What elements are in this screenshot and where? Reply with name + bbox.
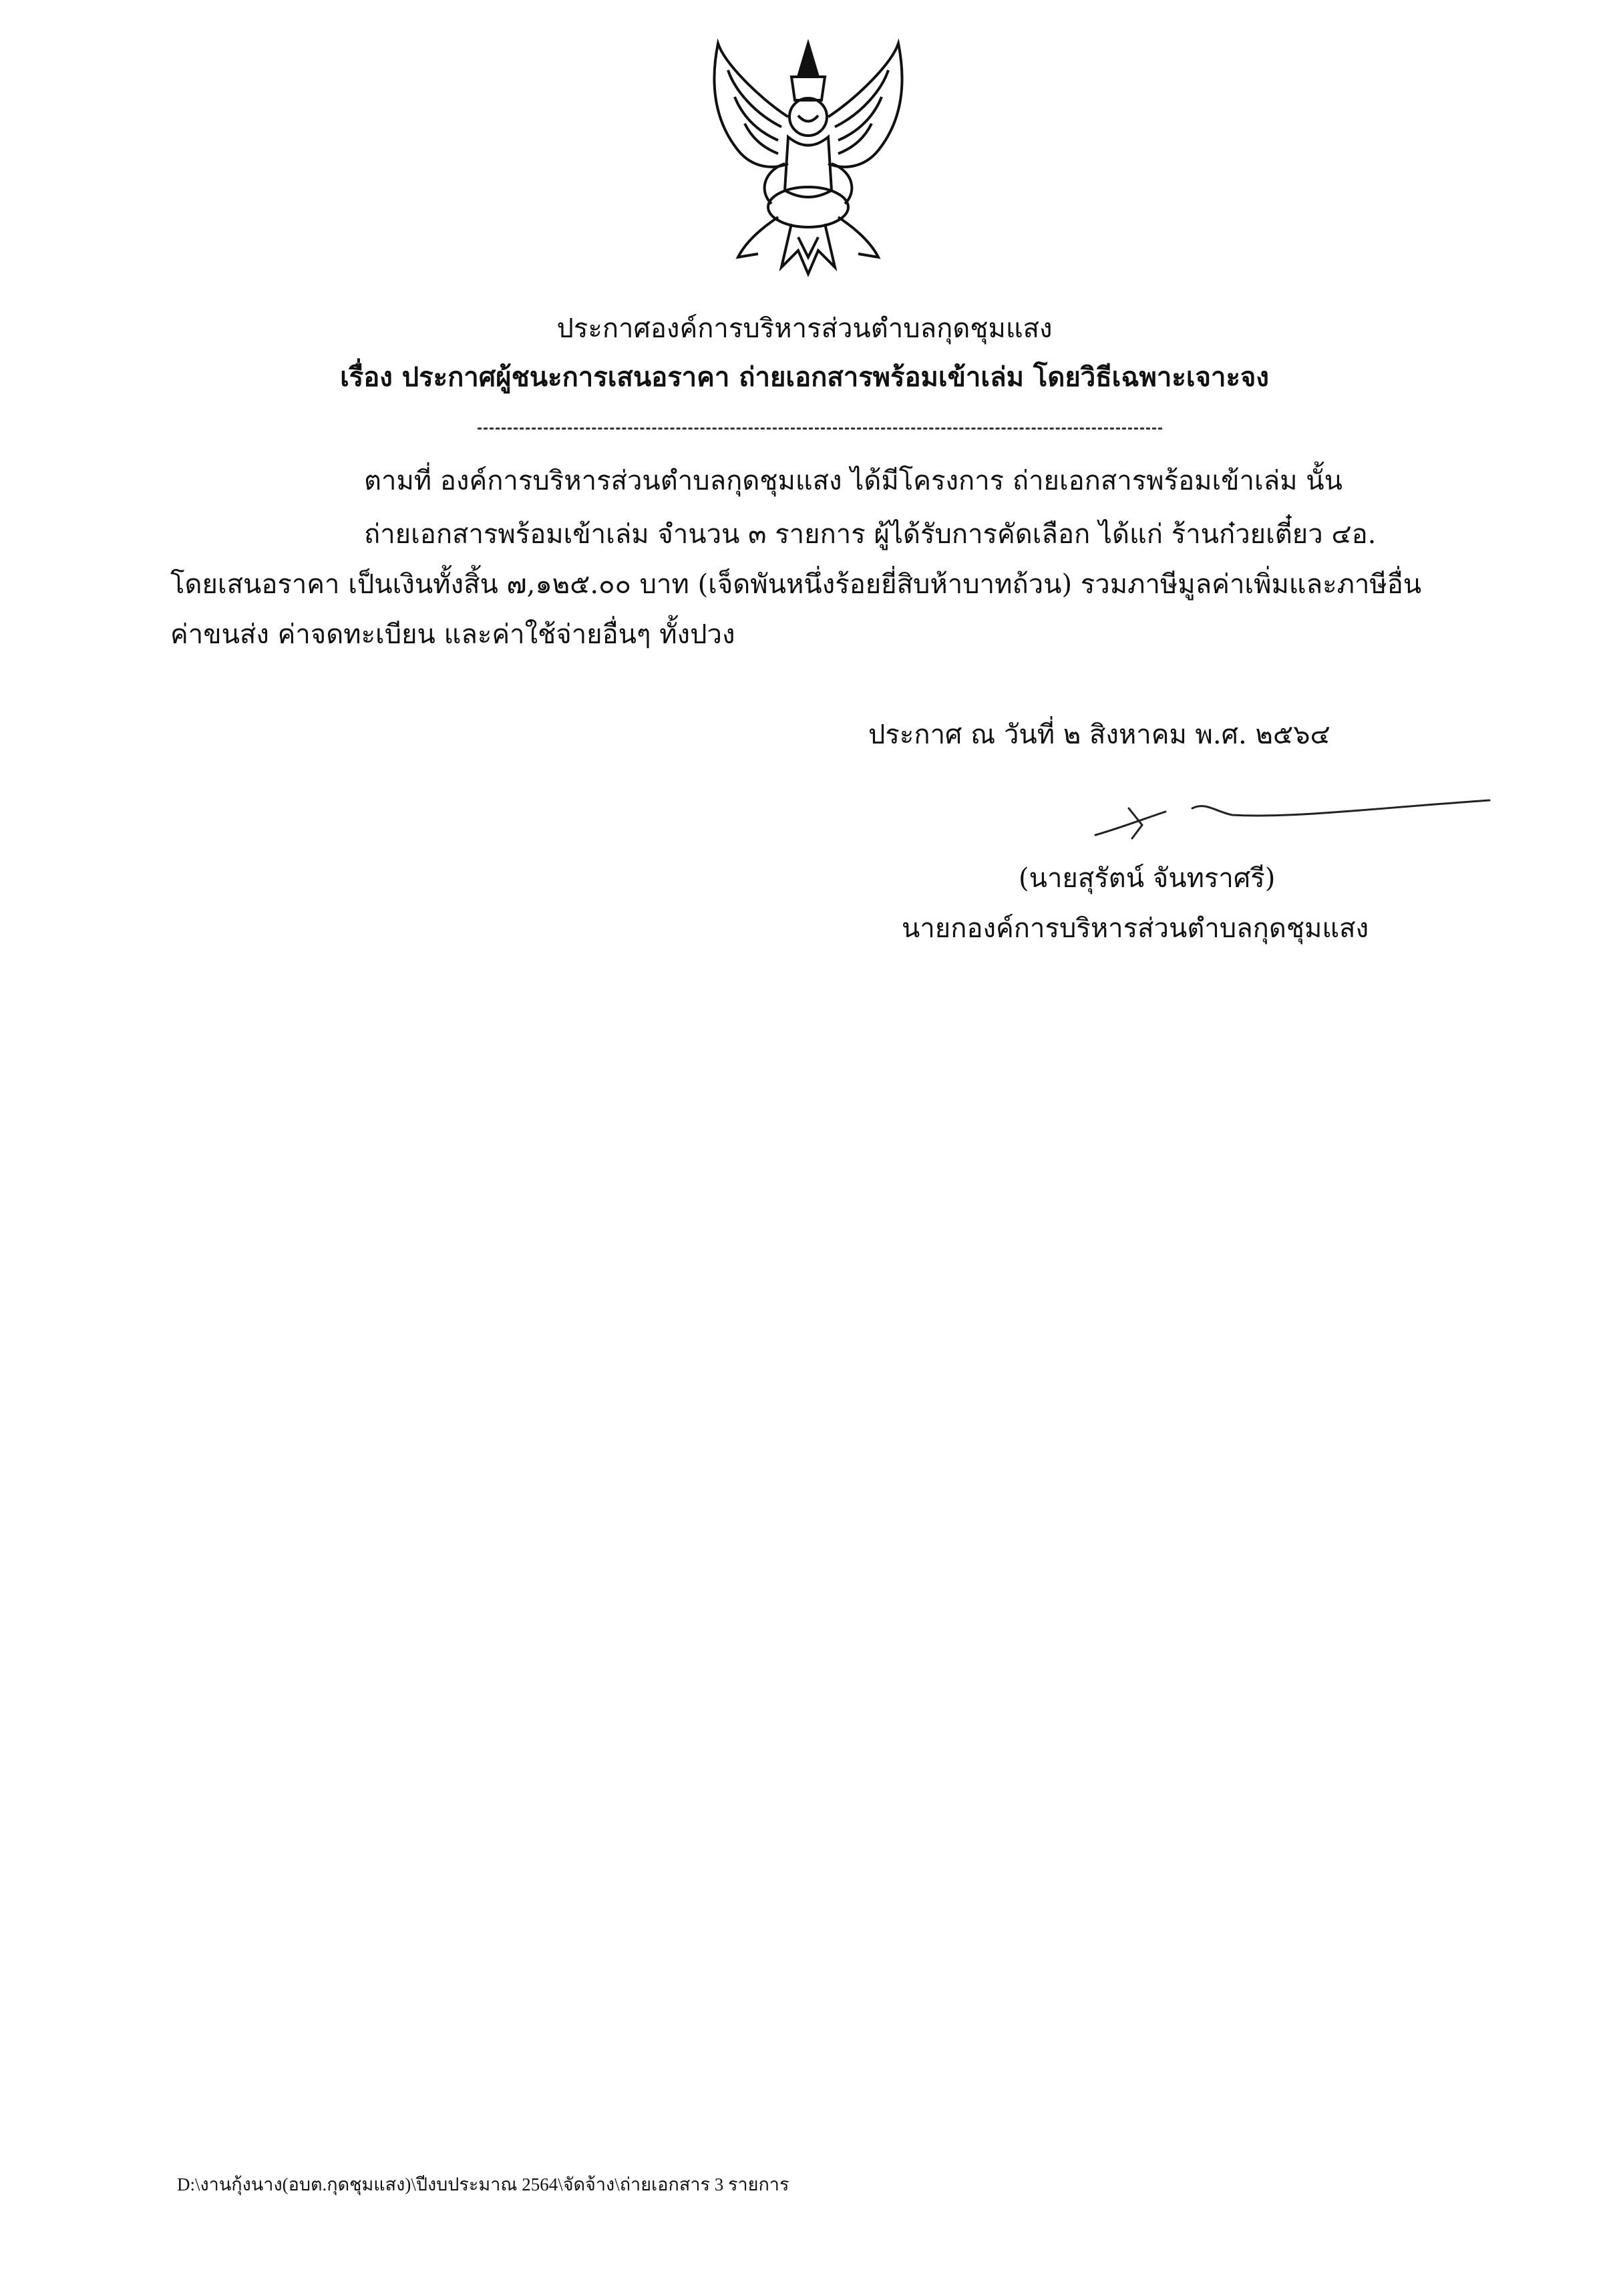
signer-position: นายกองค์การบริหารส่วนตำบลกุดชุมแสง	[902, 913, 1369, 944]
announcement-date: ประกาศ ณ วันที่ ๒ สิงหาคม พ.ศ. ๒๕๖๔	[868, 719, 1330, 750]
document-subject: เรื่อง ประกาศผู้ชนะการเสนอราคา ถ่ายเอกสารพร้อมเข้าเล่ม โดยวิธีเฉพาะเจาะจง	[340, 361, 1269, 393]
signer-name: (นายสุรัตน์ จันทราศรี)	[1019, 863, 1276, 894]
paragraph-line-3: โดยเสนอราคา เป็นเงินทั้งสิ้น ๗,๑๒๕.๐๐ บาท (เจ็ดพันหนึ่งร้อยยี่สิบห้าบาทถ้วน) รวมภาษีมูลค่าเพิ่มและภาษีอื่น	[170, 569, 1422, 600]
document-title: ประกาศองค์การบริหารส่วนตำบลกุดชุมแสง	[556, 313, 1053, 344]
paragraph-line-2: ถ่ายเอกสารพร้อมเข้าเล่ม จำนวน ๓ รายการ ผู้ได้รับการคัดเลือก ได้แก่ ร้านก๋วยเตี๋ยว ๔อ.	[364, 519, 1377, 550]
paragraph-line-1: ตามที่ องค์การบริหารส่วนตำบลกุดชุมแสง ได้มีโครงการ ถ่ายเอกสารพร้อมเข้าเล่ม นั้น	[364, 466, 1343, 496]
file-path-footer: D:\งานกุ้งนาง(อบต.กุดชุมแสง)\ปีงบประมาณ 2564\จัดจ้าง\ถ่ายเอกสาร 3 รายการ	[177, 2174, 789, 2194]
garuda-emblem-icon	[698, 37, 918, 277]
paragraph-line-4: ค่าขนส่ง ค่าจดทะเบียน และค่าใช้จ่ายอื่นๆ ทั้งปวง	[170, 619, 735, 650]
handwritten-signature-icon	[1092, 788, 1493, 848]
title-divider	[478, 428, 1162, 430]
